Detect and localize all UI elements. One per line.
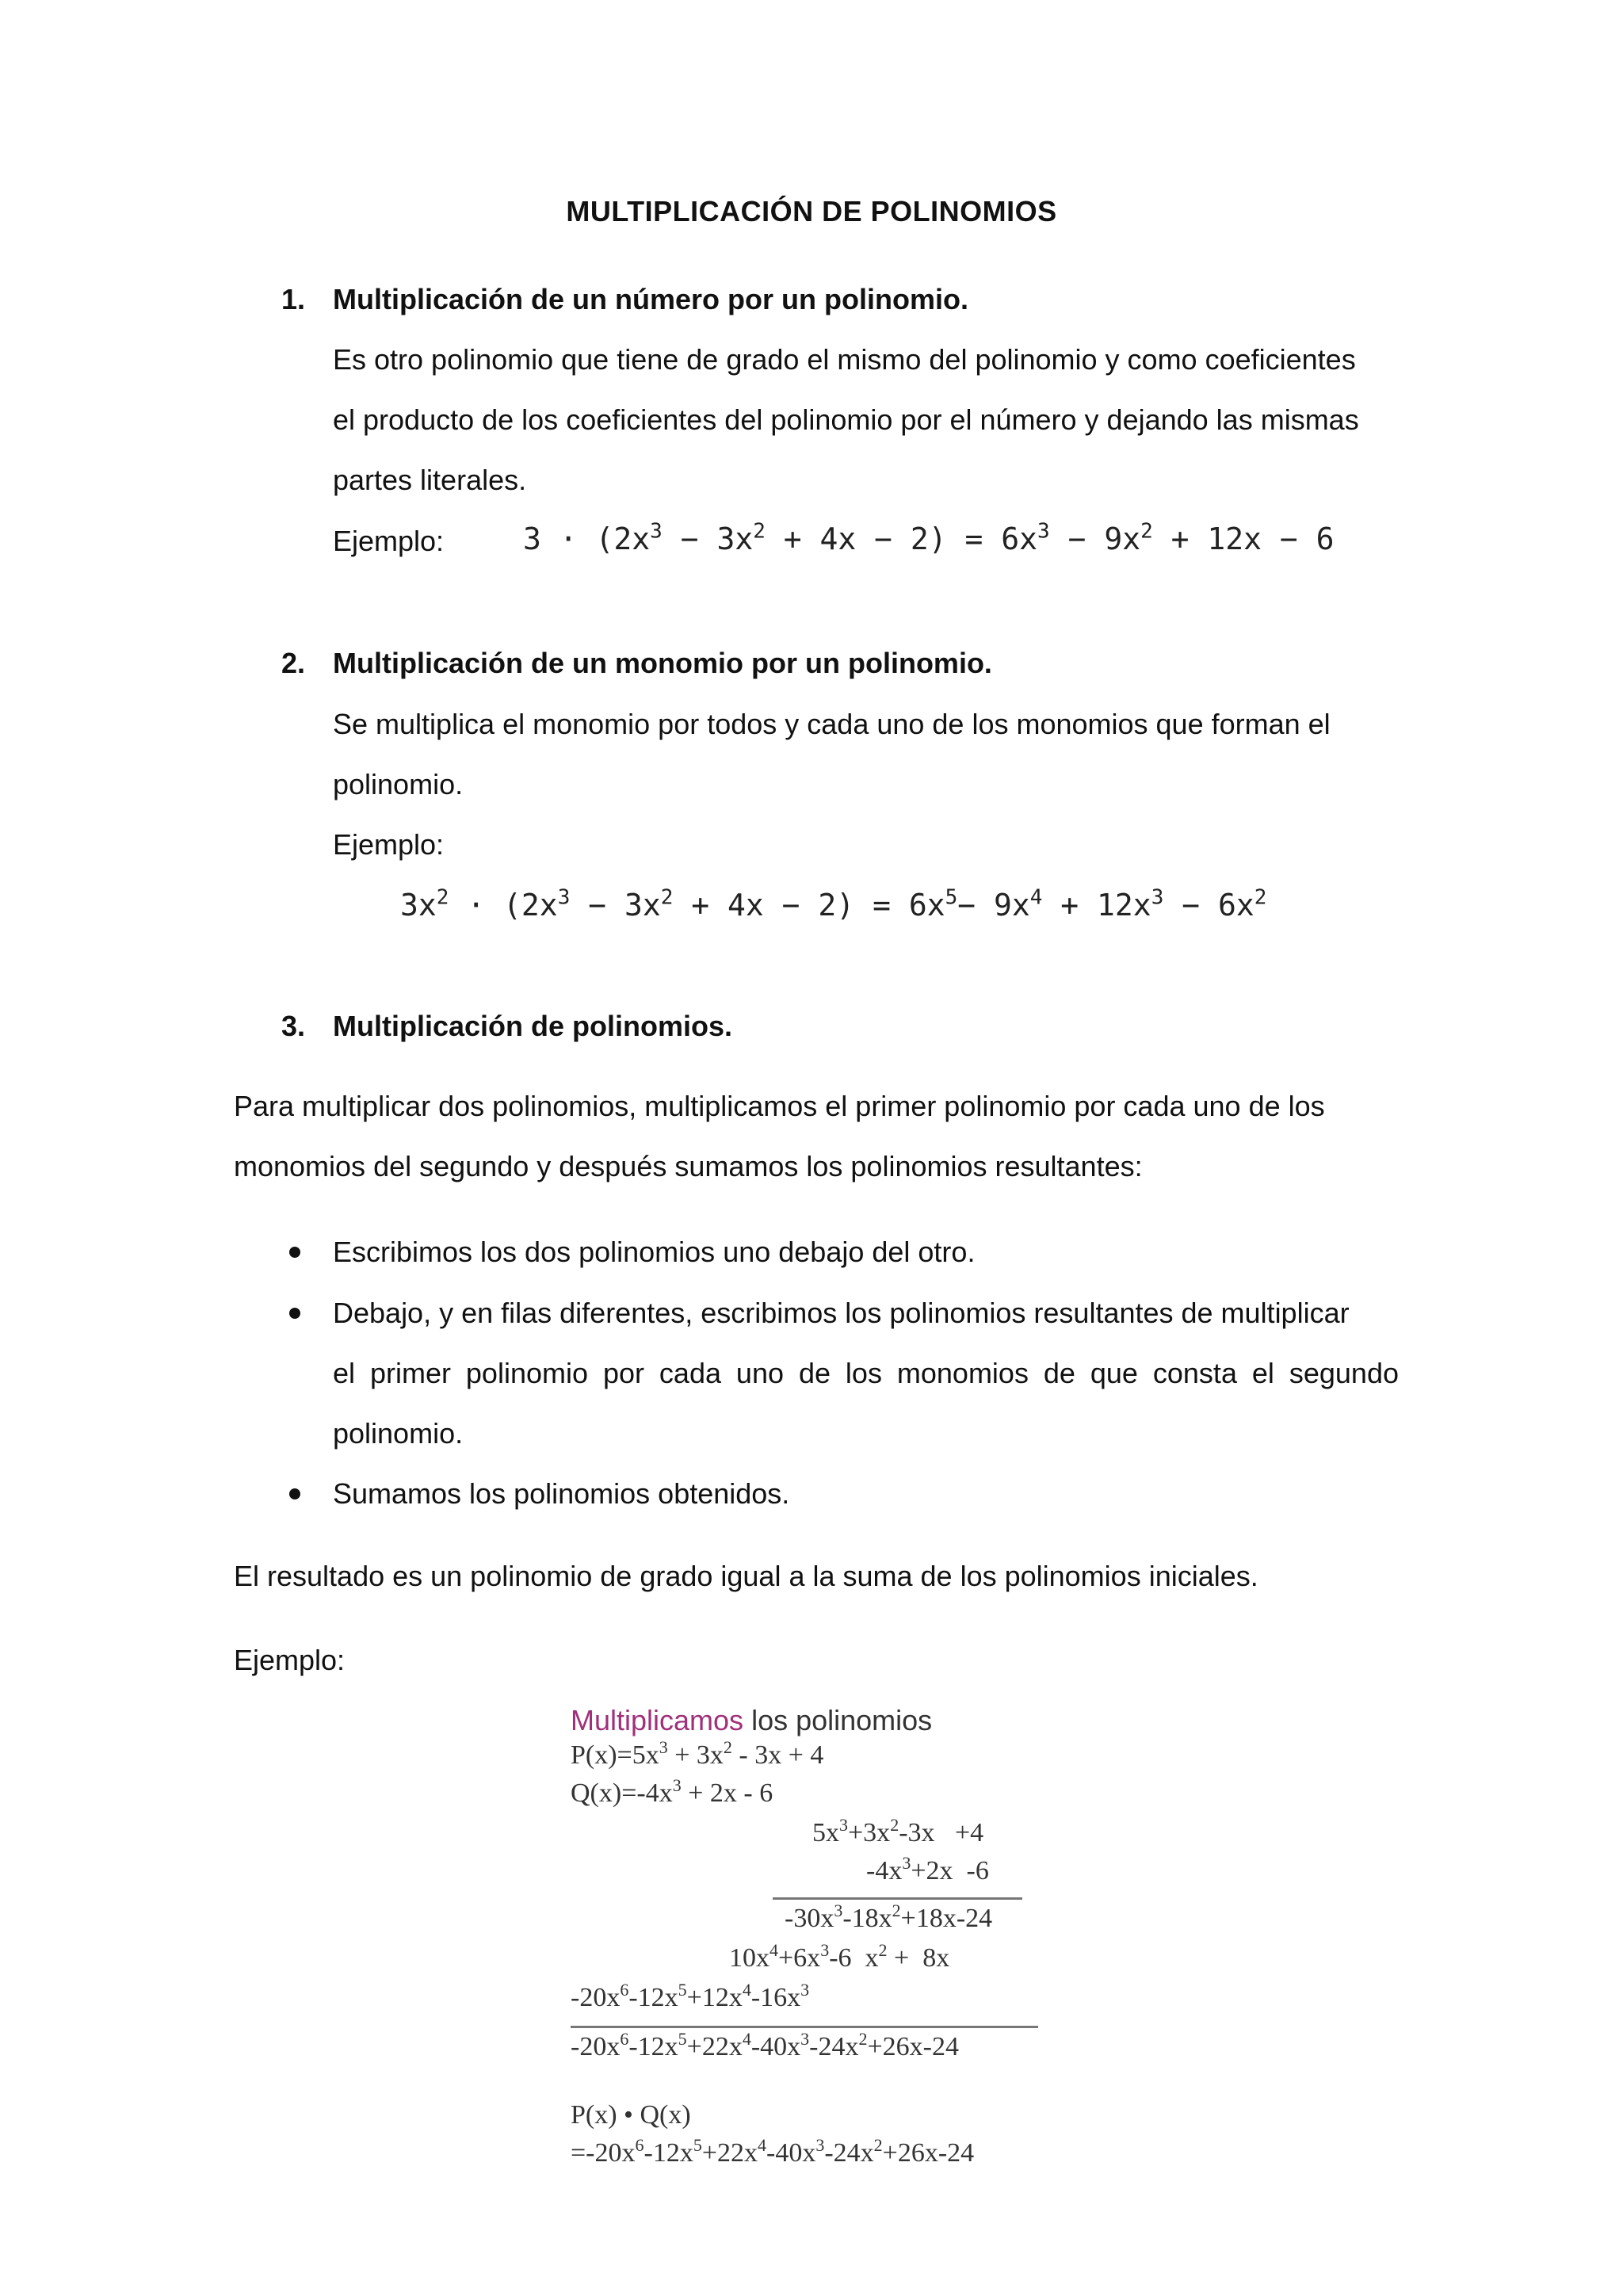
bullet-1-line-1: Escribimos los dos polinomios uno debajo del otro. — [333, 1236, 976, 1268]
result-text: El resultado es un polinomio de grado igual a la suma de los polinomios iniciales. — [234, 1560, 1258, 1592]
divider-1 — [773, 1897, 1022, 1900]
bullet-3-line-1: Sumamos los polinomios obtenidos. — [333, 1477, 790, 1510]
section-number-1: 1. — [281, 283, 306, 315]
polynomial-p: $P(x)=5x^3 + 3x^2 - 3x + 4$ — [571, 1736, 824, 1770]
sum-result: $-20x^6-12x^5+22x^4-40x^3-24x^2+26x-24$ — [571, 2028, 959, 2061]
q-label: Q(x)= — [571, 1778, 637, 1808]
section-2-line-1: Se multiplica el monomio por todos y cada uno de los monomios que forman el — [333, 708, 1331, 740]
section-1-line-2: el producto de los coeficientes del polinomio por el número y dejando las mismas — [333, 403, 1359, 436]
intro-line-2: monomios del segundo y después sumamos los polinomios resultantes: — [234, 1150, 1143, 1182]
example-image — [555, 1704, 1070, 2195]
example-image-heading — [571, 1704, 932, 1737]
example-heading-rest: los polinomios — [743, 1704, 933, 1736]
section-1-line-3: partes literales. — [333, 464, 527, 496]
bullet-2-line-2: el primer polinomio por cada uno de los monomios de que consta el segundo — [333, 1357, 1399, 1389]
section-2-example-label: Ejemplo: — [333, 828, 445, 861]
intro-line-1: Para multiplicar dos polinomios, multiplicamos el primer polinomio por cada uno de los — [234, 1090, 1325, 1122]
section-heading-1: Multiplicación de un número por un polinomio. — [333, 283, 968, 315]
example-heading-accent: Multiplicamos — [571, 1704, 744, 1736]
section-1-example-formula: $3 \cdot (2x^3 - 3x^2 + 4x - 2) = 6x^3 - 9x^2 + 12x - 6$ — [523, 519, 1335, 556]
section-1-line-1: Es otro polinomio que tiene de grado el mismo del polinomio y como coeficientes — [333, 343, 1356, 376]
product-label: P(x) • Q(x) — [571, 2100, 691, 2130]
section-heading-3: Multiplicación de polinomios. — [333, 1010, 733, 1042]
divider-2 — [571, 2026, 1038, 2028]
partial-product-3: $-20x^6-12x^5+12x^4-16x^3$ — [571, 1979, 810, 2012]
bullet-icon — [289, 1247, 300, 1258]
bullet-icon — [289, 1488, 300, 1499]
section-1-example-label: Ejemplo: — [333, 525, 445, 557]
partial-product-2: $10x^4+6x^3-6$ $x^2 + 8x$ — [729, 1939, 950, 1973]
operand-2: $-4x^3+2x$ -6 — [866, 1852, 989, 1885]
p-label: P(x)= — [571, 1740, 632, 1770]
partial-product-1: $-30x^3-18x^2+18x-24$ — [785, 1900, 993, 1933]
section-2-line-2: polinomio. — [333, 768, 464, 800]
bullet-icon — [289, 1308, 300, 1319]
section-number-3: 3. — [281, 1010, 306, 1042]
operand-1: $5x^3+3x^2-3x +4$ — [812, 1814, 984, 1847]
final-product: $=-20x^6-12x^5+22x^4-40x^3-24x^2+26x-24$ — [571, 2134, 975, 2168]
bullet-2-line-3: polinomio. — [333, 1417, 464, 1450]
section-number-2: 2. — [281, 647, 306, 679]
polynomial-q: $Q(x)=-4x^3 + 2x - 6$ — [571, 1775, 773, 1808]
bullet-2-line-1: Debajo, y en filas diferentes, escribimos los polinomios resultantes de multiplicar — [333, 1297, 1350, 1329]
section-heading-2: Multiplicación de un monomio por un polinomio. — [333, 647, 992, 679]
page-title: MULTIPLICACIÓN DE POLINOMIOS — [566, 195, 1057, 227]
example-label: Ejemplo: — [234, 1644, 346, 1676]
section-2-example-formula: $3x^2 \cdot (2x^3 - 3x^2 + 4x - 2) = 6x^5- 9x^4 + 12x^3 - 6x^2$ — [400, 885, 1267, 923]
